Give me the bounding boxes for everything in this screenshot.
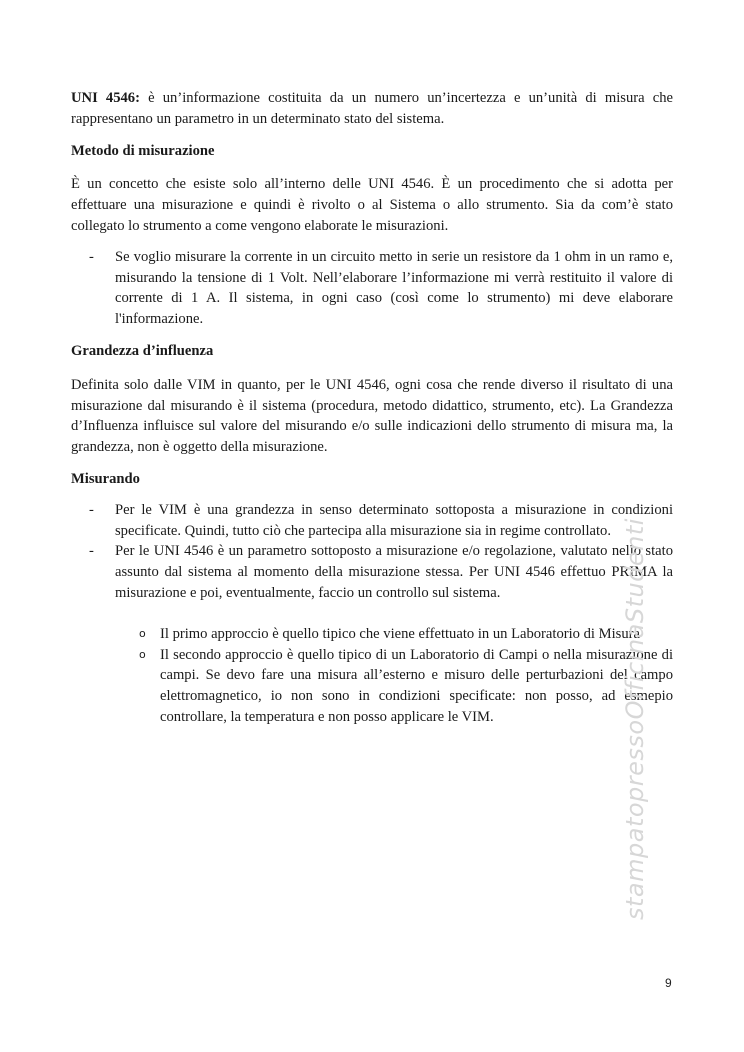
bullet-text: Per le VIM è una grandezza in senso determinato sottoposta a misurazione in condizioni specificate. Quindi, tutto ciò che partecipa alla misurazione sia in regime controllato.	[115, 501, 673, 539]
bullet-text: Se voglio misurare la corrente in un circuito metto in serie un resistore da 1 ohm in un ramo e, misurando la tensione di 1 Volt. Nell’elaborare l’informazione mi verrà restituito il valore di corrente di 1 A. Il sistema, in ogni caso (così come lo strumento) mi deve elaborare l'informazione.	[115, 248, 673, 328]
intro-bold-label: UNI 4546:	[71, 90, 140, 106]
list-item	[71, 247, 673, 330]
list-item	[71, 541, 673, 603]
circle-marker: o	[139, 647, 146, 661]
list-item	[71, 500, 673, 542]
list-item	[139, 624, 673, 645]
grandezza-paragraph: Definita solo dalle VIM in quanto, per le UNI 4546, ogni cosa che rende diverso il risultato di una misurazione dal misurando è il sistema (procedura, metodo didattico, strumento, etc). La Grandezza d’Influenza influisce sul valore del misurando e/o sulle indicazioni dello strumento di misura ma, la grandezza, non è oggetto della misurazione.	[71, 376, 673, 456]
heading-metodo: Metodo di misurazione	[71, 142, 215, 159]
intro-paragraph	[71, 88, 673, 130]
metodo-paragraph: È un concetto che esiste solo all’interno delle UNI 4546. È un procedimento che si adotta per effettuare una misurazione e quindi è rivolto o al Sistema o allo strumento. Sia da com’è stato collegato lo strumento a come vengono elaborate le misurazioni.	[71, 176, 673, 234]
dash-marker: -	[89, 543, 94, 560]
list-item	[139, 645, 673, 728]
watermark: stampatopressoOfficinaStudenti	[621, 518, 649, 920]
heading-grandezza: Grandezza d’influenza	[71, 342, 214, 359]
heading-misurando: Misurando	[71, 470, 140, 487]
intro-text: è un’informazione costituita da un numero un’incertezza e un’unità di misura che rappresentano un parametro in un determinato stato del sistema.	[71, 90, 673, 127]
bullet-text: Per le UNI 4546 è un parametro sottoposto a misurazione e/o regolazione, valutato nello stato assunto dal sistema al momento della misurazione stessa. Per UNI 4546 effettuo PRIMA la misurazione e poi, eventualmente, faccio un controllo sul sistema.	[115, 543, 673, 601]
misurando-sub-bullet-list	[71, 624, 673, 728]
page-number: 9	[665, 976, 672, 990]
metodo-bullet-list	[71, 247, 673, 330]
dash-marker: -	[89, 248, 94, 265]
document-body	[71, 88, 673, 728]
dash-marker: -	[89, 501, 94, 518]
sub-bullet-text: Il secondo approccio è quello tipico di un Laboratorio di Campi o nella misurazione di campi. Se devo fare una misura all’esterno e misuro delle perturbazioni del campo elettromagnetico, io non sono in condizioni specificate: non posso, ad esmepio controllare, la temperatura e non posso applicare le VIM.	[160, 646, 673, 725]
misurando-bullet-list	[71, 500, 673, 604]
circle-marker: o	[139, 626, 146, 640]
sub-bullet-text: Il primo approccio è quello tipico che viene effettuato in un Laboratorio di Misura	[160, 625, 640, 642]
